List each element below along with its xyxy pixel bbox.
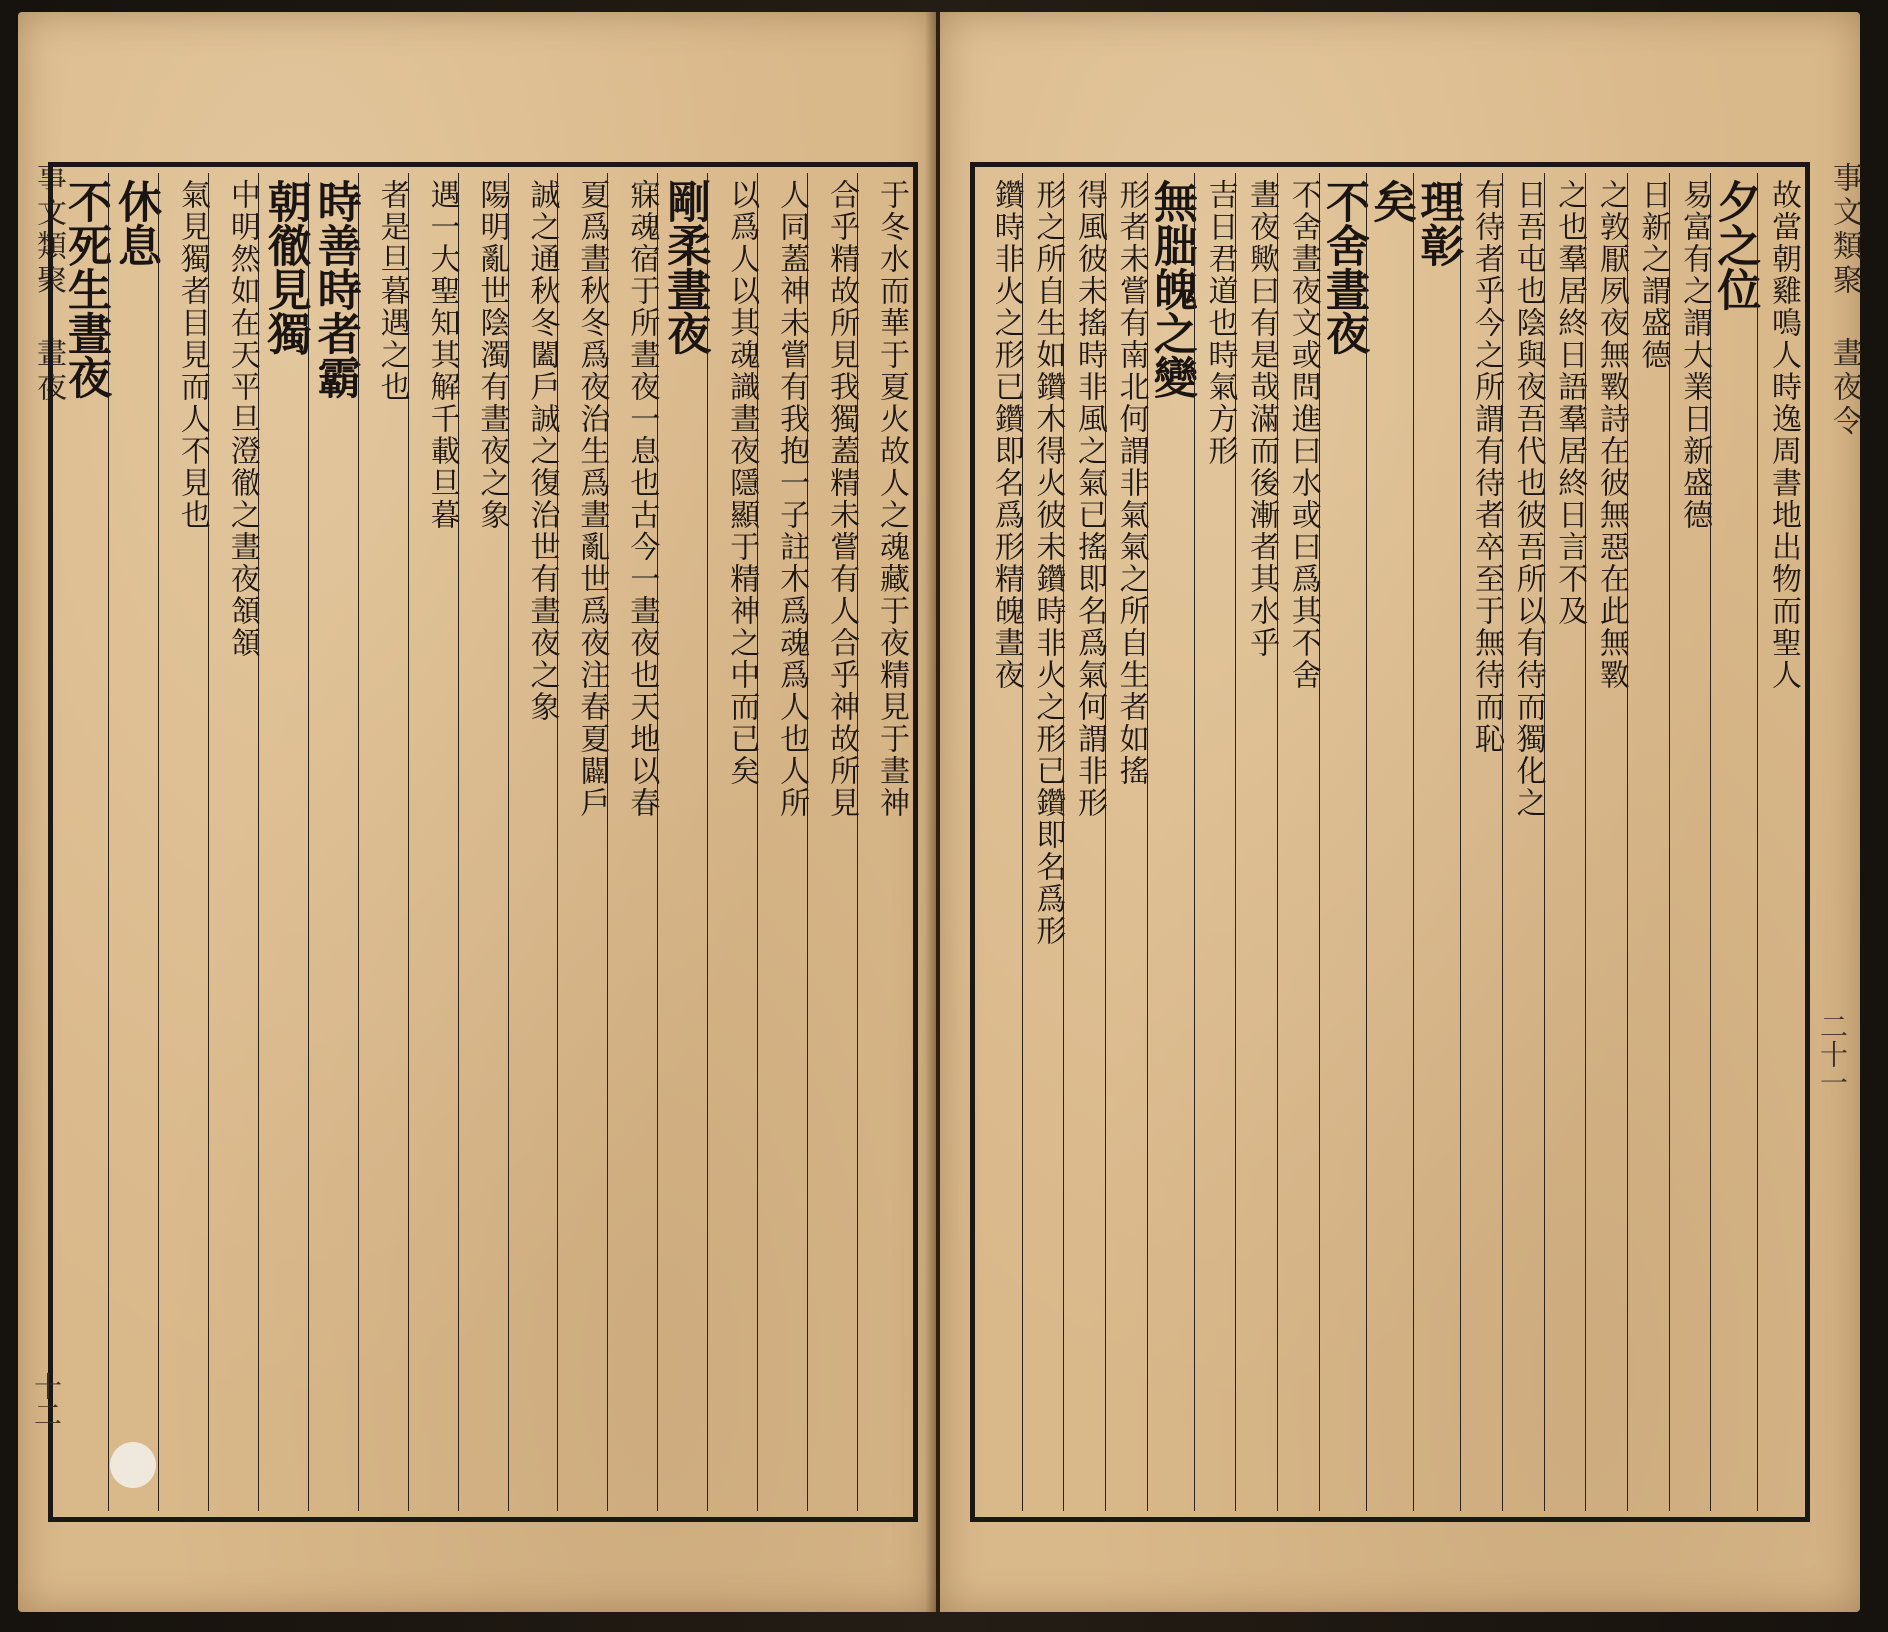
left-text-column: 陽明亂世陰濁有晝夜之象 xyxy=(458,173,508,1511)
left-text-column: 不死生晝夜 xyxy=(60,179,111,399)
right-text-column: 夕之位 xyxy=(1710,173,1757,1511)
right-text-column: 吉日君道也時氣方形 xyxy=(1194,173,1236,1511)
right-folio: 二十一 xyxy=(1816,1012,1849,1096)
left-text-column: 人同蓋神未嘗有我抱一子註木爲魂爲人也人所 xyxy=(757,173,807,1511)
left-text-column: 休息 xyxy=(108,173,158,1511)
right-text-column: 有待者乎今之所謂有待者卒至于無待而恥 xyxy=(1460,173,1502,1511)
left-text-column: 氣見獨者目見而人不見也 xyxy=(158,173,208,1511)
left-text-column: 夏爲晝秋冬爲夜治生爲晝亂世爲夜注春夏闢戶 xyxy=(557,173,607,1511)
left-text-column: 以爲人以其魂識晝夜隱顯于精神之中而已矣 xyxy=(707,173,757,1511)
right-text-column: 理彰 xyxy=(1413,173,1460,1511)
right-text-frame xyxy=(970,162,1810,1522)
left-columns xyxy=(59,173,907,1511)
right-text-column: 無朏魄之變 xyxy=(1147,173,1194,1511)
left-text-column: 者是旦暮遇之也 xyxy=(358,173,408,1511)
right-text-column: 晝夜歟曰有是哉滿而後漸者其水乎 xyxy=(1235,173,1277,1511)
right-text-column: 日吾屯也陰與夜吾代也彼吾所以有待而獨化之 xyxy=(1502,173,1544,1511)
right-text-column: 故當朝雞鳴人時逸周書地出物而聖人 xyxy=(1757,173,1799,1511)
library-seal-icon xyxy=(110,1442,156,1488)
right-text-column: 鑽時非火之形已鑽即名爲形精魄晝夜 xyxy=(988,179,1024,691)
right-text-column: 不舍晝夜文或問進曰水或曰爲其不舍 xyxy=(1277,173,1319,1511)
right-text-column: 易富有之謂大業日新盛德 xyxy=(1669,173,1711,1511)
right-text-column: 得風彼未搖時非風之氣已搖即名爲氣何謂非形 xyxy=(1063,173,1105,1511)
right-margin-title: 事文類聚 晝夜令 xyxy=(1827,162,1862,439)
right-text-column: 不舍晝夜 xyxy=(1319,173,1366,1511)
right-page xyxy=(940,12,1860,1612)
right-text-column: 日新之謂盛德 xyxy=(1627,173,1669,1511)
right-text-column: 之敦厭夙夜無斁詩在彼無惡在此無斁 xyxy=(1585,173,1627,1511)
right-text-column: 矣 xyxy=(1366,173,1413,1511)
left-page xyxy=(18,12,936,1612)
left-text-column: 誠之通秋冬闔戶誠之復治世有晝夜之象 xyxy=(508,173,558,1511)
left-text-column: 中明然如在天平旦澄徹之晝夜頷頷 xyxy=(208,173,258,1511)
left-folio: 十二 xyxy=(30,1372,63,1428)
left-text-column: 朝徹見獨 xyxy=(258,173,308,1511)
right-columns xyxy=(981,173,1799,1511)
left-text-frame xyxy=(48,162,918,1522)
right-text-column: 形者未嘗有南北何謂非氣氣之所自生者如搖 xyxy=(1105,173,1147,1511)
right-text-column: 之也羣居終日語羣居終日言不及 xyxy=(1544,173,1586,1511)
left-text-column: 遇一大聖知其解千載旦暮 xyxy=(408,173,458,1511)
left-text-column: 于冬水而華于夏火故人之魂藏于夜精見于晝神 xyxy=(857,173,907,1511)
left-text-column: 寐魂宿于所晝夜一息也古今一晝夜也天地以春 xyxy=(607,173,657,1511)
left-margin-title: 事文類聚 晝夜 xyxy=(31,162,66,405)
left-text-column: 時善時者霸 xyxy=(308,173,358,1511)
left-text-column: 合乎精故所見我獨蓋精未嘗有人合乎神故所見 xyxy=(807,173,857,1511)
left-text-column: 剛柔晝夜 xyxy=(657,173,707,1511)
right-text-column: 形之所自生如鑽木得火彼未鑽時非火之形已鑽即名爲形 xyxy=(1022,173,1064,1511)
